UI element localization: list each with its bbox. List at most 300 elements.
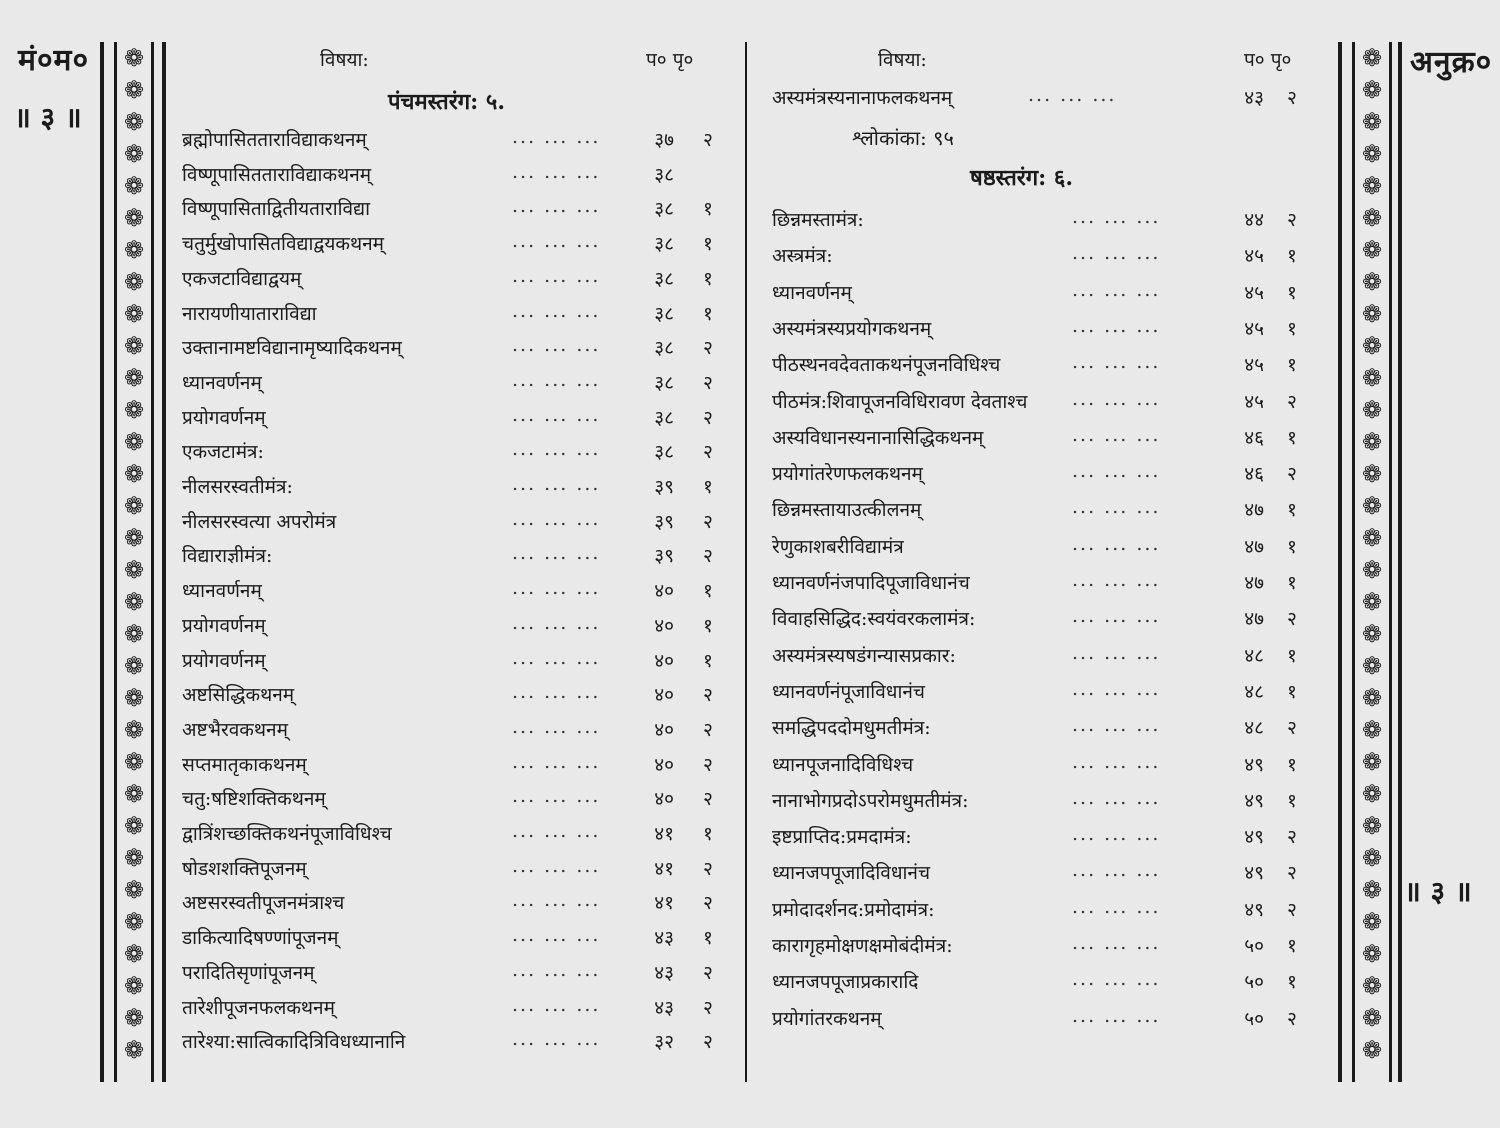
toc-entry-patala: ४५ — [1244, 354, 1264, 377]
toc-entry-patala: ५० — [1244, 935, 1264, 957]
center-divider — [745, 42, 747, 1082]
toc-row — [182, 473, 732, 503]
leader-dots: ... ... ... — [512, 958, 601, 981]
toc-row — [772, 714, 1332, 744]
flower-ornament-icon: ❁ — [1361, 1004, 1383, 1032]
toc-entry-page: २ — [703, 545, 713, 568]
toc-entry-patala: ४० — [654, 788, 674, 811]
leader-dots: ... ... ... — [512, 750, 601, 773]
toc-entry-title: सप्तमातृकाकथनम् — [182, 753, 307, 776]
leader-dots: ... ... ... — [512, 195, 601, 218]
flower-ornament-icon: ❁ — [123, 460, 145, 488]
flower-ornament-icon: ❁ — [1361, 140, 1383, 168]
leader-dots: ... ... ... — [512, 820, 601, 842]
flower-ornament-icon: ❁ — [1361, 748, 1383, 776]
flower-ornament-icon: ❁ — [1361, 1036, 1383, 1064]
toc-entry-patala: ३८ — [654, 406, 674, 429]
leader-dots: ... ... ... — [1072, 895, 1161, 918]
flower-ornament-icon: ❁ — [1361, 716, 1383, 744]
toc-row — [772, 751, 1332, 781]
toc-entry-title: अस्यमंत्रस्यप्रयोगकथनम् — [772, 317, 932, 340]
toc-entry-patala: ४९ — [1244, 898, 1264, 921]
toc-row — [772, 424, 1332, 454]
toc-entry-patala: ४३ — [1244, 87, 1264, 109]
leader-dots: ... ... ... — [512, 889, 601, 912]
toc-row — [772, 859, 1332, 889]
flower-ornament-icon: ❁ — [123, 748, 145, 776]
toc-entry-page: २ — [703, 892, 713, 915]
flower-ornament-icon: ❁ — [123, 140, 145, 168]
toc-entry-page: १ — [1287, 317, 1297, 340]
toc-entry-patala: ४९ — [1244, 826, 1264, 849]
leader-dots: ... ... ... — [512, 403, 601, 426]
toc-entry-page: २ — [703, 510, 713, 533]
toc-entry-title: नानाभोगप्रदोऽपरोमधुमतीमंत्र: — [772, 789, 969, 812]
toc-row — [772, 388, 1332, 418]
toc-entry-title: ब्रह्मोपासितताराविद्याकथनम् — [182, 129, 367, 151]
toc-entry-page: २ — [1287, 463, 1297, 486]
toc-entry-page: १ — [1287, 680, 1297, 703]
toc-row — [182, 195, 732, 225]
leader-dots: ... ... ... — [512, 473, 601, 495]
toc-entry-patala: ४० — [654, 753, 674, 776]
flower-ornament-icon: ❁ — [1361, 620, 1383, 648]
toc-row — [182, 577, 732, 607]
leader-dots: ... ... ... — [1072, 932, 1161, 954]
leader-dots: ... ... ... — [512, 542, 601, 565]
toc-row — [772, 569, 1332, 599]
leader-dots: ... ... ... — [512, 264, 601, 287]
toc-entry-page: १ — [703, 649, 713, 672]
toc-entry-patala: ३७ — [654, 129, 674, 151]
flower-ornament-icon: ❁ — [123, 684, 145, 712]
toc-entry-title: ध्यानवर्णनम् — [182, 580, 262, 603]
flower-ornament-icon: ❁ — [1361, 812, 1383, 840]
leader-dots: ... ... ... — [512, 438, 601, 461]
leader-dots: ... ... ... — [1072, 314, 1161, 337]
toc-entry-title: विद्याराज्ञीमंत्र: — [182, 545, 273, 568]
toc-entry-title: परादितिसृणांपूजनम् — [182, 961, 315, 984]
flower-ornament-icon: ❁ — [123, 876, 145, 904]
toc-row — [772, 605, 1332, 635]
leader-dots: ... ... ... — [1072, 1004, 1161, 1027]
left-header-subject: विषया: — [320, 49, 369, 71]
leader-dots: ... ... ... — [512, 160, 601, 183]
toc-entry-page: २ — [703, 337, 713, 360]
flower-ornament-icon: ❁ — [1361, 844, 1383, 872]
toc-row — [772, 460, 1332, 490]
toc-row — [772, 678, 1332, 708]
toc-row — [182, 126, 732, 156]
toc-row — [182, 508, 732, 538]
toc-entry-patala: ३९ — [654, 510, 674, 533]
leader-dots: ... ... ... — [1072, 786, 1161, 809]
toc-entry-patala: ४१ — [654, 857, 674, 880]
toc-row — [182, 994, 732, 1024]
flower-ornament-icon: ❁ — [1361, 492, 1383, 520]
toc-entry-title: अष्टसिद्धिकथनम् — [182, 684, 295, 707]
toc-entry-title: तारेशीपूजनफलकथनम् — [182, 996, 335, 1019]
toc-entry-page: १ — [1287, 644, 1297, 667]
toc-entry-page: २ — [1287, 717, 1297, 740]
flower-ornament-icon: ❁ — [123, 268, 145, 296]
toc-entry-title: अस्यविधानस्यनानासिद्धिकथनम् — [772, 426, 984, 449]
toc-entry-page: २ — [1287, 862, 1297, 885]
toc-entry-patala: ४६ — [1244, 463, 1264, 486]
leader-dots: ... ... ... — [1072, 278, 1161, 301]
toc-entry-page: १ — [703, 580, 713, 603]
toc-entry-page: २ — [1287, 608, 1297, 631]
toc-row — [772, 968, 1332, 998]
right-border-rule-inner — [1338, 42, 1342, 1082]
right-section-title: षष्ठस्तरंग: ६. — [970, 165, 1074, 191]
flower-ornament-icon: ❁ — [1361, 556, 1383, 584]
toc-entry-patala: ४९ — [1244, 789, 1264, 812]
flower-ornament-icon: ❁ — [123, 44, 145, 72]
toc-entry-title: पीठमंत्र:शिवापूजनविधिरावण देवताश्च — [772, 390, 1028, 413]
flower-ornament-icon: ❁ — [1361, 108, 1383, 136]
left-running-title: मं०म० — [18, 43, 90, 78]
toc-row — [772, 496, 1332, 526]
toc-row — [182, 959, 732, 989]
right-header-pages: प० पृ० — [1244, 49, 1292, 71]
leader-dots: ... ... ... — [1072, 569, 1161, 591]
flower-ornament-icon: ❁ — [1361, 236, 1383, 264]
toc-entry-title: कारागृहमोक्षणक्षमोबंदीमंत्र: — [772, 935, 953, 957]
toc-entry-title: प्रयोगांतरकथनम् — [772, 1007, 882, 1030]
flower-ornament-icon: ❁ — [1361, 300, 1383, 328]
toc-entry-title: इष्टप्राप्तिद:प्रमदामंत्र: — [772, 826, 912, 849]
leader-dots: ... ... ... — [512, 715, 601, 738]
toc-entry-title: विष्णूपासिताद्वितीयताराविद्या — [182, 198, 371, 221]
toc-row — [772, 84, 1332, 114]
toc-entry-patala: ४७ — [1244, 608, 1264, 631]
toc-entry-page: १ — [703, 302, 713, 325]
leader-dots: ... ... ... — [1072, 750, 1161, 773]
leader-dots: ... ... ... — [1072, 605, 1161, 628]
toc-entry-title: तारेश्या:सात्विकादित्रिविधध्यानानि — [182, 1031, 406, 1054]
flower-ornament-icon: ❁ — [1361, 780, 1383, 808]
toc-entry-page: २ — [703, 996, 713, 1019]
toc-entry-patala: ४० — [654, 684, 674, 707]
toc-entry-patala: ३८ — [654, 371, 674, 394]
toc-entry-title: रेणुकाशबरीविद्यामंत्र — [772, 535, 904, 558]
flower-ornament-icon: ❁ — [123, 1036, 145, 1064]
toc-entry-patala: ४० — [654, 649, 674, 672]
toc-entry-patala: ४८ — [1244, 644, 1264, 667]
toc-entry-page: २ — [703, 718, 713, 741]
toc-entry-patala: ४३ — [654, 961, 674, 984]
toc-row — [772, 242, 1332, 272]
toc-entry-title: द्वात्रिंशच्छक्तिकथनंपूजाविधिश्च — [182, 823, 392, 845]
leader-dots: ... ... ... — [1072, 242, 1161, 265]
toc-entry-title: षोडशशक्तिपूजनम् — [182, 857, 307, 880]
toc-entry-title: ध्यानवर्णनंपूजाविधानंच — [772, 680, 925, 703]
leader-dots: ... ... ... — [512, 646, 601, 669]
toc-entry-patala: ३८ — [654, 302, 674, 325]
toc-entry-patala: ४७ — [1244, 572, 1264, 594]
flower-ornament-icon: ❁ — [123, 524, 145, 552]
toc-entry-title: चतु:षष्टिशक्तिकथनम् — [182, 788, 326, 811]
toc-entry-patala: ४५ — [1244, 245, 1264, 268]
toc-entry-patala: ४४ — [1244, 209, 1264, 231]
toc-row — [772, 206, 1332, 236]
flower-ornament-icon: ❁ — [1361, 44, 1383, 72]
flower-ornament-icon: ❁ — [1361, 940, 1383, 968]
toc-entry-page: १ — [1287, 499, 1297, 522]
toc-row — [182, 889, 732, 919]
leader-dots: ... ... ... — [512, 368, 601, 391]
toc-row — [772, 642, 1332, 672]
leader-dots: ... ... ... — [1072, 532, 1161, 555]
shloka-count: श्लोकांका: ९५ — [852, 126, 954, 150]
leader-dots: ... ... ... — [512, 577, 601, 600]
toc-entry-title: डाकित्यादिषण्णांपूजनम् — [182, 927, 339, 950]
flower-ornament-icon: ❁ — [123, 652, 145, 680]
toc-row — [772, 787, 1332, 817]
toc-entry-title: ध्यानवर्णनंजपादिपूजाविधानंच — [772, 572, 970, 594]
toc-row — [772, 823, 1332, 853]
flower-ornament-icon: ❁ — [1361, 588, 1383, 616]
toc-entry-page: २ — [703, 441, 713, 464]
toc-entry-page: २ — [703, 406, 713, 429]
toc-row — [182, 785, 732, 815]
toc-entry-title: प्रयोगांतरेणफलकथनम् — [772, 463, 923, 486]
toc-entry-title: ध्यानवर्णनम् — [182, 371, 262, 394]
leader-dots: ... ... ... — [512, 230, 601, 253]
leader-dots: ... ... ... — [1072, 460, 1161, 483]
toc-entry-patala: ४३ — [654, 996, 674, 1019]
flower-ornament-icon: ❁ — [1361, 332, 1383, 360]
toc-entry-patala: ३२ — [654, 1031, 674, 1054]
toc-row — [182, 924, 732, 954]
toc-entry-title: अस्यमंत्रस्यनानाफलकथनम् — [772, 87, 953, 109]
toc-entry-patala: ४० — [654, 580, 674, 603]
toc-entry-patala: ३८ — [654, 233, 674, 256]
flower-ornament-icon: ❁ — [123, 588, 145, 616]
leader-dots: ... ... ... — [1072, 859, 1161, 882]
toc-entry-patala: ४३ — [654, 927, 674, 950]
toc-row — [182, 300, 732, 330]
toc-entry-page: २ — [703, 857, 713, 880]
toc-entry-patala: ४८ — [1244, 717, 1264, 740]
flower-ornament-icon: ❁ — [123, 396, 145, 424]
toc-entry-title: अष्टसरस्वतीपूजनमंत्राश्च — [182, 892, 345, 915]
toc-entry-title: अस्त्रमंत्र: — [772, 245, 833, 268]
toc-row — [182, 647, 732, 677]
toc-entry-page: १ — [703, 198, 713, 221]
toc-entry-page: १ — [703, 823, 713, 845]
toc-entry-page: १ — [1287, 572, 1297, 594]
toc-row — [182, 751, 732, 781]
toc-entry-page: १ — [703, 267, 713, 290]
leader-dots: ... ... ... — [512, 785, 601, 808]
flower-ornament-icon: ❁ — [123, 940, 145, 968]
toc-entry-title: विष्णूपासितताराविद्याकथनम् — [182, 163, 372, 186]
leader-dots: ... ... ... — [1072, 677, 1161, 700]
toc-entry-patala: ४९ — [1244, 862, 1264, 885]
toc-entry-title: ध्यानपूजनादिविधिश्च — [772, 753, 914, 776]
toc-entry-title: विवाहसिद्धिद:स्वयंवरकलामंत्र: — [772, 608, 976, 631]
left-border-rule-inner — [162, 42, 166, 1082]
leader-dots: ... ... ... — [512, 507, 601, 530]
toc-row — [182, 855, 732, 885]
toc-entry-title: ध्यानवर्णनम् — [772, 281, 852, 304]
toc-entry-title: प्रमोदादर्शनद:प्रमोदामंत्र: — [772, 898, 935, 921]
toc-entry-page: १ — [1287, 935, 1297, 957]
leader-dots: ... ... ... — [1072, 641, 1161, 664]
left-page-mark: ॥ ३ ॥ — [14, 101, 82, 134]
leader-dots: ... ... ... — [1072, 714, 1161, 737]
flower-ornament-icon: ❁ — [123, 428, 145, 456]
toc-entry-patala: ४५ — [1244, 317, 1264, 340]
toc-entry-page: २ — [703, 753, 713, 776]
flower-ornament-icon: ❁ — [1361, 972, 1383, 1000]
toc-entry-page: १ — [1287, 426, 1297, 449]
toc-entry-page: १ — [1287, 971, 1297, 994]
flower-ornament-icon: ❁ — [1361, 876, 1383, 904]
left-header-pages: प० पृ० — [646, 49, 694, 71]
flower-ornament-icon: ❁ — [123, 556, 145, 584]
leader-dots: ... ... ... — [512, 611, 601, 634]
leader-dots: ... ... ... — [512, 854, 601, 877]
toc-entry-patala: ३८ — [654, 198, 674, 221]
toc-entry-title: एकजटाविद्याद्वयम् — [182, 267, 302, 290]
toc-row — [182, 716, 732, 746]
toc-entry-title: अष्टभैरवकथनम् — [182, 718, 288, 741]
toc-entry-title: ध्यानजपपूजाप्रकारादि — [772, 971, 919, 994]
leader-dots: ... ... ... — [1072, 496, 1161, 519]
toc-entry-patala: ४१ — [654, 823, 674, 845]
toc-row — [772, 932, 1332, 962]
toc-entry-title: अस्यमंत्रस्यषडंगन्यासप्रकार: — [772, 644, 956, 667]
toc-row — [182, 438, 732, 468]
toc-row — [772, 351, 1332, 381]
flower-ornament-icon: ❁ — [123, 172, 145, 200]
flower-ornament-icon: ❁ — [1361, 172, 1383, 200]
toc-entry-patala: ३८ — [654, 163, 674, 186]
leader-dots: ... ... ... — [512, 1028, 601, 1051]
flower-ornament-icon: ❁ — [123, 364, 145, 392]
toc-entry-page: २ — [703, 371, 713, 394]
flower-ornament-icon: ❁ — [1361, 364, 1383, 392]
flower-ornament-icon: ❁ — [123, 204, 145, 232]
toc-entry-patala: ४५ — [1244, 281, 1264, 304]
toc-entry-patala: ४८ — [1244, 680, 1264, 703]
toc-row — [182, 230, 732, 260]
toc-entry-page: २ — [1287, 898, 1297, 921]
toc-row — [182, 161, 732, 191]
toc-entry-page: २ — [703, 1031, 713, 1054]
flower-ornament-icon: ❁ — [1361, 396, 1383, 424]
flower-ornament-icon: ❁ — [1361, 268, 1383, 296]
leader-dots: ... ... ... — [512, 334, 601, 357]
toc-entry-title: प्रयोगवर्णनम् — [182, 406, 266, 429]
toc-entry-title: नीलसरस्वतीमंत्र: — [182, 476, 293, 498]
toc-entry-title: एकजटामंत्र: — [182, 441, 264, 464]
right-page-mark: ॥ ३ ॥ — [1404, 875, 1472, 908]
toc-row — [182, 334, 732, 364]
toc-row — [772, 896, 1332, 926]
toc-entry-page: २ — [1287, 87, 1297, 109]
toc-row — [772, 315, 1332, 345]
flower-ornament-icon: ❁ — [123, 236, 145, 264]
toc-entry-patala: ४६ — [1244, 426, 1264, 449]
leader-dots: ... ... ... — [1072, 823, 1161, 846]
flower-ornament-icon: ❁ — [123, 780, 145, 808]
flower-ornament-icon: ❁ — [123, 1004, 145, 1032]
toc-entry-patala: ४७ — [1244, 499, 1264, 522]
toc-row — [182, 542, 732, 572]
flower-ornament-icon: ❁ — [123, 300, 145, 328]
leader-dots: ... ... ... — [1072, 351, 1161, 374]
toc-entry-page: १ — [1287, 245, 1297, 268]
flower-ornament-icon: ❁ — [123, 844, 145, 872]
right-header-subject: विषया: — [878, 49, 927, 71]
toc-row — [772, 279, 1332, 309]
toc-entry-title: प्रयोगवर्णनम् — [182, 614, 266, 637]
toc-entry-patala: ३८ — [654, 267, 674, 290]
toc-row — [182, 612, 732, 642]
toc-entry-page: २ — [1287, 390, 1297, 413]
toc-entry-page: १ — [703, 614, 713, 637]
toc-entry-title: नारायणीयाताराविद्या — [182, 302, 317, 325]
toc-entry-page: २ — [1287, 1007, 1297, 1030]
leader-dots: ... ... ... — [1028, 84, 1117, 106]
toc-row — [182, 265, 732, 295]
right-border-rule — [1398, 42, 1402, 1082]
flower-ornament-icon: ❁ — [123, 812, 145, 840]
toc-entry-title: पीठस्थनवदेवताकथनंपूजनविधिश्च — [772, 354, 1001, 377]
toc-entry-page: १ — [1287, 789, 1297, 812]
flower-ornament-icon: ❁ — [123, 908, 145, 936]
leader-dots: ... ... ... — [1072, 206, 1161, 228]
toc-entry-page: २ — [703, 684, 713, 707]
leader-dots: ... ... ... — [512, 299, 601, 322]
toc-entry-page: २ — [703, 129, 713, 151]
leader-dots: ... ... ... — [1072, 387, 1161, 410]
toc-row — [182, 681, 732, 711]
toc-entry-patala: ३८ — [654, 337, 674, 360]
toc-entry-page: १ — [703, 927, 713, 950]
flower-ornament-icon: ❁ — [123, 492, 145, 520]
toc-entry-page: २ — [1287, 826, 1297, 849]
toc-row — [772, 533, 1332, 563]
toc-entry-page: २ — [1287, 209, 1297, 231]
flower-ornament-icon: ❁ — [1361, 428, 1383, 456]
toc-row — [182, 820, 732, 850]
leader-dots: ... ... ... — [512, 681, 601, 704]
toc-entry-patala: ३९ — [654, 545, 674, 568]
toc-entry-patala: ३९ — [654, 476, 674, 498]
leader-dots: ... ... ... — [1072, 423, 1161, 446]
toc-entry-title: ध्यानजपपूजादिविधानंच — [772, 862, 931, 885]
leader-dots: ... ... ... — [1072, 968, 1161, 991]
toc-entry-title: नीलसरस्वत्या अपरोमंत्र — [182, 510, 337, 533]
toc-row — [772, 1005, 1332, 1035]
toc-entry-title: उक्तानामष्टविद्यानामृष्यादिकथनम् — [182, 337, 402, 360]
toc-entry-title: प्रयोगवर्णनम् — [182, 649, 266, 672]
toc-entry-patala: ४१ — [654, 892, 674, 915]
left-border-rule — [100, 42, 104, 1082]
toc-entry-page: १ — [703, 233, 713, 256]
right-floral-border — [1352, 42, 1392, 1082]
toc-entry-title: छिन्नमस्तायाउत्कीलनम् — [772, 499, 922, 522]
left-section-title: पंचमस्तरंग: ५. — [388, 89, 505, 115]
flower-ornament-icon: ❁ — [123, 108, 145, 136]
flower-ornament-icon: ❁ — [123, 332, 145, 360]
toc-entry-page: १ — [1287, 354, 1297, 377]
